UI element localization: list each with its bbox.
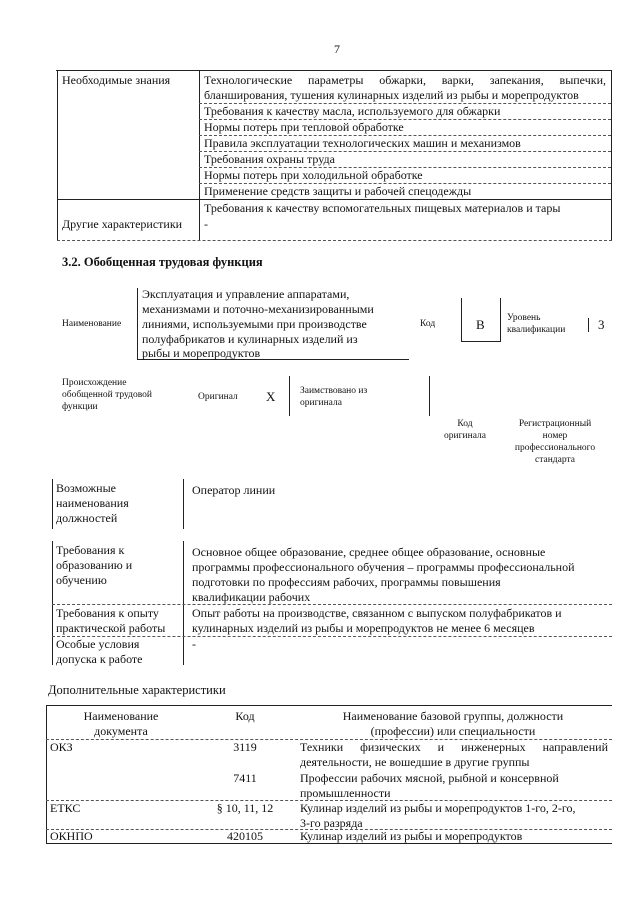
job-titles-label-cont: наименования	[56, 496, 129, 510]
original-code-label-cont: оригинала	[444, 431, 486, 441]
row-code: 7411	[233, 771, 257, 785]
knowledge-item: Технологические параметры обжарки, варки, запекания, выпечки,	[204, 73, 606, 87]
row-name: Техники физических и инженерных направлений	[300, 740, 608, 754]
level-label: Уровень	[507, 313, 541, 323]
registration-number-label-cont: номер	[542, 431, 568, 441]
row-name: Кулинар изделий из рыбы и морепродуктов 1-го, 2-го,	[300, 801, 576, 815]
special-conditions-label-cont: допуска к работе	[56, 652, 143, 666]
education-value-cont: квалификации рабочих	[192, 590, 311, 604]
function-name-line: рыбы и морепродуктов	[142, 346, 261, 360]
knowledge-item: Требования охраны труда	[204, 152, 335, 166]
row-doc: ОКНПО	[50, 829, 93, 843]
row-name: Профессии рабочих мясной, рыбной и консервной	[300, 771, 559, 785]
row-code: § 10, 11, 12	[216, 801, 274, 815]
knowledge-item: Применение средств защиты и рабочей спецодежды	[204, 184, 472, 198]
function-name-line: Эксплуатация и управление аппаратами,	[142, 287, 350, 301]
row-name-cont: деятельности, не вошедшие в другие группы	[300, 755, 530, 769]
other-characteristics-value: -	[204, 217, 208, 231]
original-label: Оригинал	[198, 392, 238, 402]
knowledge-item-cont: бланширования, тушения кулинарных изделий из рыбы и морепродуктов	[204, 88, 579, 102]
code-value: В	[476, 317, 485, 332]
borrowed-label-cont: оригинала	[300, 398, 342, 408]
row-name: Кулинар изделий из рыбы и морепродуктов	[300, 829, 523, 843]
registration-number-label-cont: профессионального	[514, 443, 596, 453]
experience-label-cont: практической работы	[56, 621, 166, 635]
knowledge-item: Нормы потерь при тепловой обработке	[204, 120, 404, 134]
knowledge-item: Требования к качеству масла, используемого для обжарки	[204, 104, 501, 118]
additional-title: Дополнительные характеристики	[48, 683, 226, 697]
header-document-cont: документа	[94, 724, 148, 738]
function-name-line: линиями, используемыми при производстве	[142, 317, 367, 331]
special-conditions-value: -	[192, 637, 196, 651]
function-name-line: механизмами и поточно-механизированными	[142, 302, 374, 316]
row-name-cont: промышленности	[300, 786, 391, 800]
job-titles-label: Возможные	[56, 481, 116, 495]
education-label: Требования к	[56, 543, 125, 557]
level-label-cont: квалификации	[507, 325, 566, 335]
education-label-cont: обучению	[56, 573, 107, 587]
job-titles-label-cont: должностей	[56, 511, 118, 525]
header-code: Код	[235, 709, 255, 723]
function-name-line: полуфабрикатов и кулинарных изделий из	[142, 332, 358, 346]
origin-label-cont: обобщенной трудовой	[62, 390, 152, 400]
code-label: Код	[420, 319, 436, 329]
header-name: Наименование базовой группы, должности	[342, 709, 564, 723]
row-name-cont: 3-го разряда	[300, 816, 363, 830]
original-code-label: Код	[457, 419, 473, 429]
section-title: 3.2. Обобщенная трудовая функция	[62, 255, 263, 269]
row-doc: ЕТКС	[50, 801, 81, 815]
education-value-cont: программы профессионального обучения – программы профессиональной	[192, 560, 575, 574]
knowledge-item: Требования к качеству вспомогательных пищевых материалов и тары	[204, 201, 561, 215]
knowledge-label: Необходимые знания	[62, 73, 171, 87]
experience-value-cont: кулинарных изделий из рыбы и морепродуктов не менее 6 месяцев	[192, 621, 535, 635]
registration-number-label-cont: стандарта	[535, 455, 575, 465]
knowledge-item: Нормы потерь при холодильной обработке	[204, 168, 423, 182]
row-code: 3119	[233, 740, 257, 754]
original-mark: Х	[266, 389, 276, 404]
row-doc: ОКЗ	[50, 740, 73, 754]
origin-label-cont: функции	[62, 402, 98, 412]
header-name-cont: (профессии) или специальности	[370, 724, 536, 738]
special-conditions-label: Особые условия	[56, 637, 140, 651]
borrowed-label: Заимствовано из	[300, 386, 368, 396]
education-value: Основное общее образование, среднее общее образование, основные	[192, 545, 546, 559]
level-value: 3	[598, 317, 605, 332]
knowledge-item: Правила эксплуатации технологических машин и механизмов	[204, 136, 521, 150]
education-label-cont: образованию и	[56, 558, 133, 572]
header-document: Наименование	[83, 709, 159, 723]
experience-label: Требования к опыту	[56, 606, 159, 620]
job-titles-value: Оператор линии	[192, 483, 276, 497]
page-number: 7	[334, 42, 340, 56]
other-characteristics-label: Другие характеристики	[62, 217, 183, 231]
experience-value: Опыт работы на производстве, связанном с выпуском полуфабрикатов и	[192, 606, 562, 620]
registration-number-label: Регистрационный	[518, 419, 592, 429]
education-value-cont: подготовки по профессиям рабочих, программы повышения	[192, 575, 501, 589]
name-label: Наименование	[62, 319, 122, 329]
row-code: 420105	[227, 829, 263, 843]
origin-label: Происхождение	[62, 378, 127, 388]
